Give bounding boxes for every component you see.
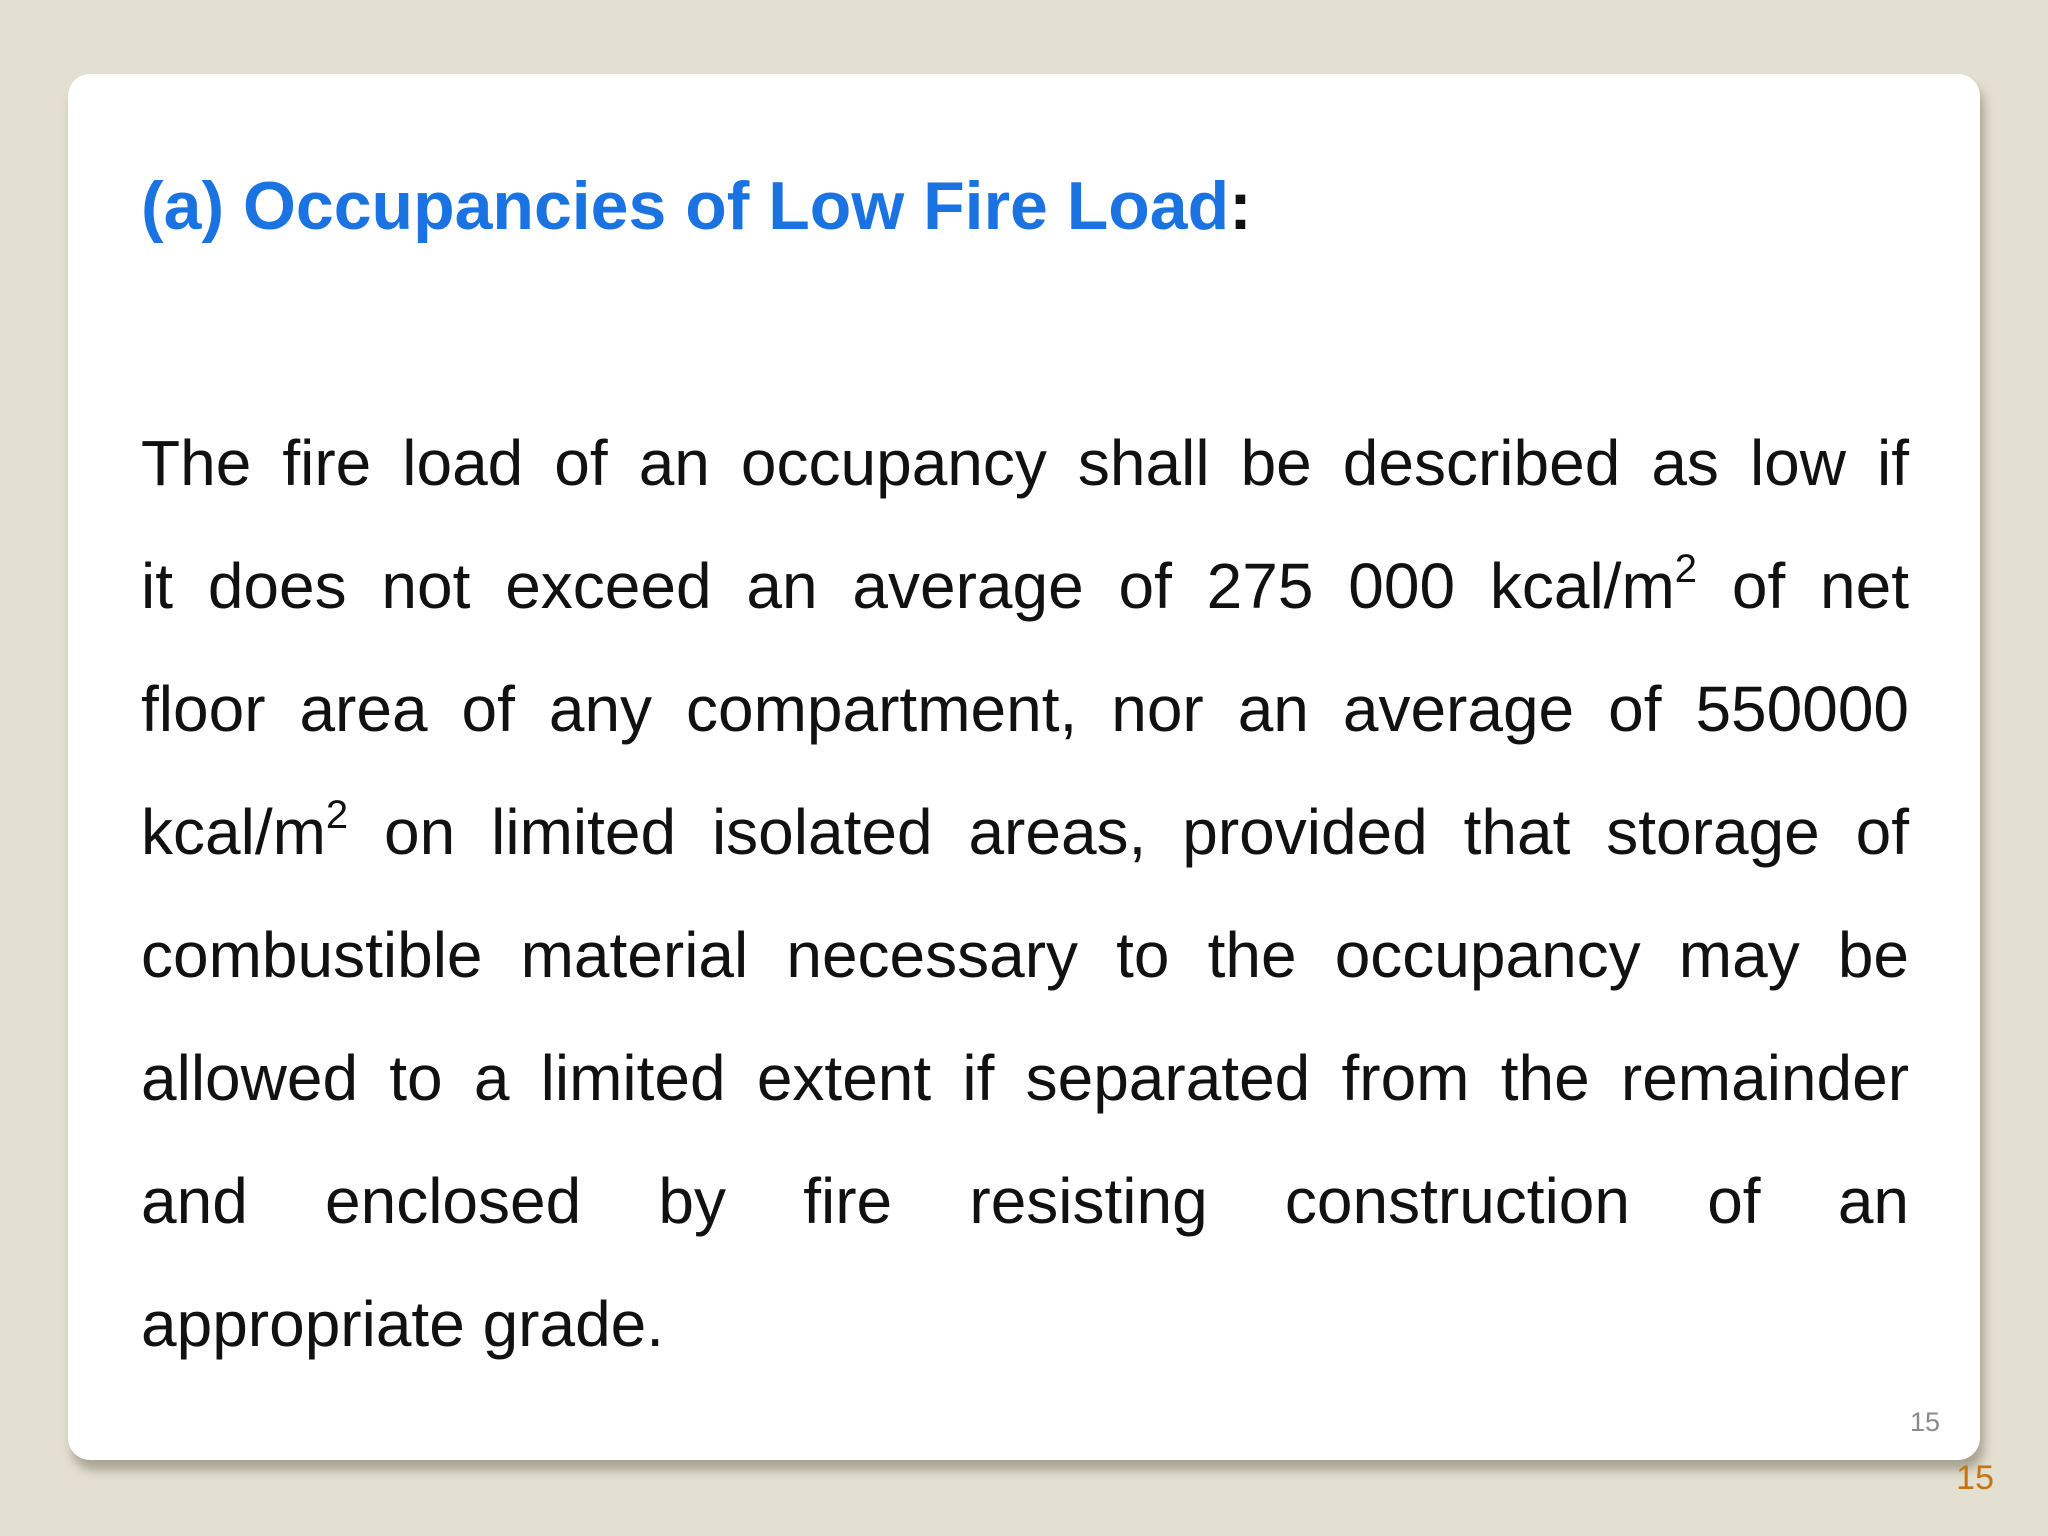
paragraph-line-6: allowed to a limited extent if separated from the remainder bbox=[141, 1042, 1909, 1114]
paragraph-line-4-b: on limited isolated areas, provided that storage of bbox=[348, 796, 1909, 868]
paragraph-line-4 bbox=[141, 771, 1909, 894]
slide-heading bbox=[141, 166, 1252, 248]
paragraph-line-5: combustible material necessary to the occupancy may be bbox=[141, 919, 1909, 991]
body-paragraph bbox=[141, 402, 1909, 1386]
superscript-2: 2 bbox=[1674, 547, 1698, 591]
heading-text: (a) Occupancies of Low Fire Load bbox=[141, 168, 1230, 244]
paragraph-line-7: and enclosed by fire resisting construction of an bbox=[141, 1165, 1909, 1237]
paragraph-line-1: The fire load of an occupancy shall be described as low if bbox=[141, 427, 1909, 499]
paragraph-line-3: floor area of any compartment, nor an average of 550000 bbox=[141, 673, 1909, 745]
paragraph-line-2-a: it does not exceed an average of 275 000 kcal/m bbox=[141, 550, 1675, 622]
slide-card bbox=[68, 74, 1980, 1460]
paragraph-line-2-b: of net bbox=[1697, 550, 1910, 622]
paragraph-line-8: appropriate grade. bbox=[141, 1288, 665, 1360]
paragraph-line-2 bbox=[141, 525, 1909, 648]
superscript-2: 2 bbox=[325, 793, 349, 837]
slide-number-outer: 15 bbox=[1956, 1459, 1994, 1497]
paragraph-line-4-a: kcal/m bbox=[141, 796, 326, 868]
heading-colon: : bbox=[1229, 168, 1252, 244]
slide-number-inner: 15 bbox=[1909, 1407, 1940, 1437]
